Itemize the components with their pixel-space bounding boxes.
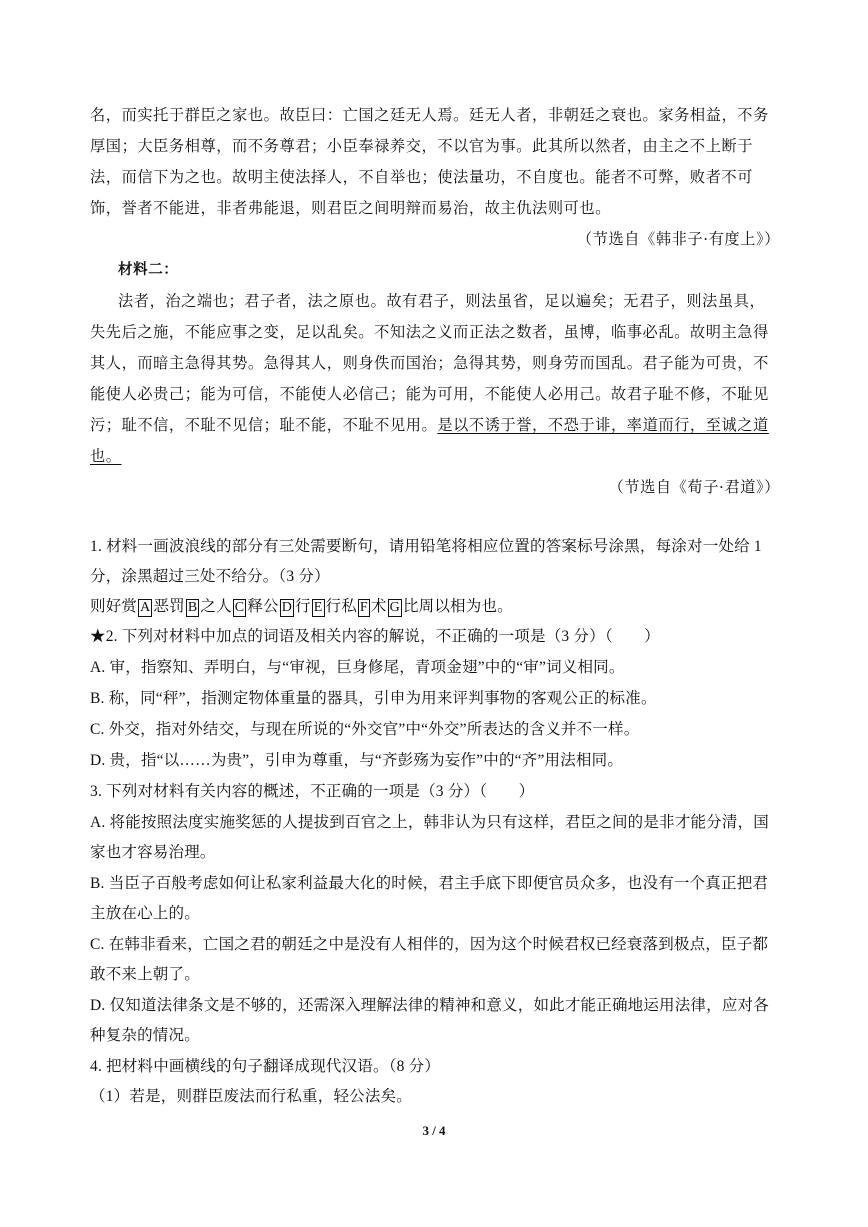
q1-seg-2: 之人 bbox=[200, 598, 232, 615]
material2-line-5 bbox=[90, 410, 780, 440]
q2-option-c: C. 外交，指对外结交，与现在所说的“外交官”中“外交”所表达的含义并不一样。 bbox=[90, 721, 640, 738]
page-number: 3 / 4 bbox=[422, 1123, 446, 1138]
q3-option-b-line1: B. 当臣子百般考虑如何让私家利益最大化的时候，君主手底下即便官员众多，也没有一个真正把君 bbox=[90, 875, 769, 892]
answer-box-b[interactable]: B bbox=[187, 600, 198, 615]
material2-line-1: 法者，治之端也；君子者，法之原也。故有君子，则法虽省，足以遍矣；无君子，则法虽具， bbox=[118, 292, 766, 310]
q3-option-b-line2: 主放在心上的。 bbox=[90, 905, 200, 922]
q1-seg-3: 释公 bbox=[247, 598, 279, 615]
material2-line-4: 能使人必贵己；能为可信，不能使人必信己；能为可用，不能使人必用己。故君子耻不修，不耻见 bbox=[90, 385, 769, 403]
q1-text-line-1: 1. 材料一画波浪线的部分有三处需要断句，请用铅笔将相应位置的答案标号涂黑，每涂对一处给 1 bbox=[90, 538, 762, 555]
material2-line-3: 其人，而暗主急得其势。急得其人，则身佚而国治；急得其势，则身劳而国乱。君子能为可贵，不 bbox=[90, 354, 769, 372]
q4-item-1: （1）若是，则群臣废法而行私重，轻公法矣。 bbox=[90, 1088, 412, 1105]
q3-option-c-line2: 敢不来上朝了。 bbox=[90, 966, 200, 983]
material2-source: （节选自《荀子·君道》） bbox=[608, 478, 780, 496]
q4-stem: 4. 把材料中画横线的句子翻译成现代汉语。（8 分） bbox=[90, 1058, 441, 1075]
q1-seg-7: 比周以相为也。 bbox=[402, 598, 513, 615]
answer-box-a[interactable]: A bbox=[140, 600, 151, 615]
answer-box-g[interactable]: G bbox=[389, 600, 400, 615]
q3-option-d-line2: 种复杂的情况。 bbox=[90, 1027, 200, 1044]
q2-option-a: A. 审，指察知、弄明白，与“审视，巨身修尾，青项金翅”中的“审”词义相同。 bbox=[90, 659, 625, 676]
answer-box-f[interactable]: F bbox=[359, 600, 368, 615]
q1-seg-6: 术 bbox=[370, 598, 387, 615]
material1-line-1: 名，而实托于群臣之家也。故臣曰：亡国之廷无人焉。廷无人者，非朝廷之衰也。家务相益，不务 bbox=[90, 106, 769, 124]
q3-stem: 3. 下列对材料有关内容的概述，不正确的一项是（3 分）（ ） bbox=[90, 783, 535, 800]
q1-seg-0: 则好赏 bbox=[90, 598, 138, 615]
answer-box-d[interactable]: D bbox=[281, 600, 293, 615]
material1-line-4: 饰，誉者不能进，非者弗能退，则君臣之间明辩而易治，故主仇法则可也。 bbox=[90, 199, 611, 217]
material1-line-2: 厚国；大臣务相尊，而不务尊君；小臣奉禄养交，不以官为事。此其所以然者，由主之不上断于 bbox=[90, 137, 754, 155]
q3-option-a-line1: A. 将能按照法度实施奖惩的人提拔到百官之上，韩非认为只有这样，君臣之间的是非才能分清，国 bbox=[90, 814, 769, 831]
q1-sentence bbox=[90, 592, 780, 622]
answer-box-e[interactable]: E bbox=[313, 600, 323, 615]
q1-seg-1: 恶罚 bbox=[153, 598, 185, 615]
underlined-sentence-part1: 是以不诱于誉，不恐于诽，率道而行，至诚之道 bbox=[437, 416, 769, 434]
material2-line-5-plain: 污；耻不信，不耻不见信；耻不能，不耻不见用。 bbox=[90, 416, 438, 434]
q3-option-d-line1: D. 仅知道法律条文是不够的，还需深入理解法律的精神和意义，如此才能正确地运用法律，应对各 bbox=[90, 997, 769, 1014]
q3-option-a-line2: 家也才容易治理。 bbox=[90, 844, 216, 861]
q2-stem: ★2. 下列对材料中加点的词语及相关内容的解说，不正确的一项是（3 分）（ ） bbox=[90, 628, 660, 645]
q1-seg-4: 行 bbox=[295, 598, 311, 615]
material2-line-6 bbox=[90, 441, 780, 471]
q1-seg-5: 行私 bbox=[325, 598, 357, 615]
q2-option-d: D. 贵，指“以……为贵”，引申为尊重，与“齐彭殇为妄作”中的“齐”用法相同。 bbox=[90, 752, 624, 769]
material2-label: 材料二： bbox=[118, 262, 179, 278]
q3-option-c-line1: C. 在韩非看来，亡国之君的朝廷之中是没有人相伴的，因为这个时候君权已经衰落到极点，臣子都 bbox=[90, 936, 769, 953]
material1-line-3: 法，而信下为之也。故明主使法择人，不自举也；使法量功，不自度也。能者不可弊，败者不可 bbox=[90, 168, 754, 186]
material2-line-2: 失先后之施，不能应事之变，足以乱矣。不知法之义而正法之数者，虽博，临事必乱。故明主急得 bbox=[90, 323, 769, 341]
material1-source: （节选自《韩非子·有度上》） bbox=[576, 230, 780, 248]
q2-option-b: B. 称，同“秤”，指测定物体重量的器具，引申为用来评判事物的客观公正的标准。 bbox=[90, 690, 657, 707]
q1-text-line-2: 分，涂黑超过三处不给分。（3 分） bbox=[90, 568, 330, 585]
answer-box-c[interactable]: C bbox=[234, 600, 245, 615]
underlined-sentence-part2: 也。 bbox=[90, 447, 122, 465]
